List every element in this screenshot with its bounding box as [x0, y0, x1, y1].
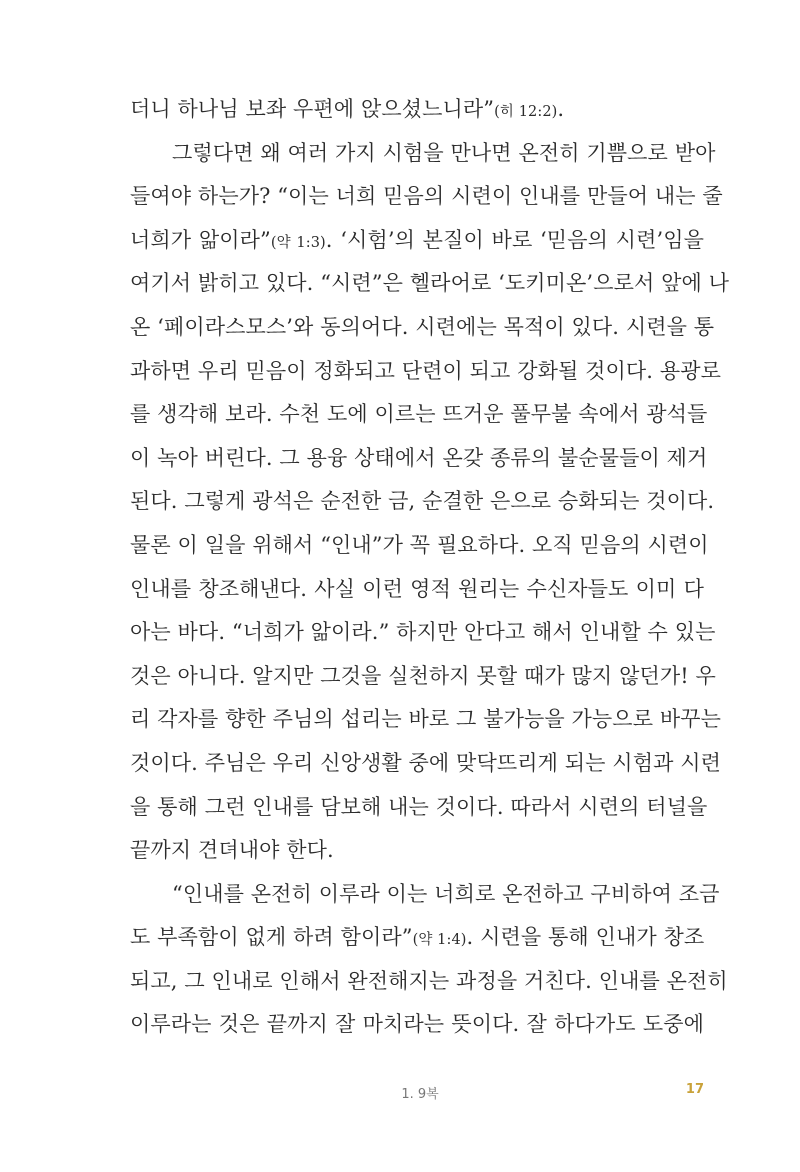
- text-line: [130, 829, 704, 873]
- text-line-main: 끝까지 견뎌내야 한다.: [130, 838, 334, 863]
- text-line-continuation: . ‘시험’의 본질이 바로 ‘믿음의 시련’임을: [325, 227, 704, 252]
- text-line: [130, 742, 722, 786]
- text-line: [130, 480, 715, 524]
- body-text: [130, 88, 730, 1047]
- text-line-main: “인내를 온전히 이루라 이는 너희로 온전하고 구비하여 조금: [172, 881, 720, 906]
- text-line-main: 것은 아니다. 알지만 그것을 실천하지 못할 때가 많지 않던가! 우: [130, 663, 716, 688]
- text-line: [130, 786, 708, 830]
- text-line: [130, 960, 728, 1004]
- text-line: [130, 524, 709, 568]
- text-line: [130, 437, 708, 481]
- text-line: [130, 262, 730, 306]
- text-line: [130, 1003, 704, 1047]
- text-line-main: 물론 이 일을 위해서 “인내”가 꼭 필요하다. 오직 믿음의 시련이: [130, 532, 709, 557]
- text-line: [130, 698, 722, 742]
- text-line: [130, 350, 722, 394]
- text-line: [130, 655, 716, 699]
- text-line-continuation: . 시련을 통해 인내가 창조: [466, 925, 705, 950]
- text-line: [130, 132, 716, 176]
- text-line-main: 도 부족함이 없게 하려 함이라”: [130, 925, 413, 950]
- text-line-main: 된다. 그렇게 광석은 순전한 금, 순결한 은으로 승화되는 것이다.: [130, 489, 715, 514]
- text-line-main: 더니 하나님 보좌 우편에 앉으셨느니라”: [130, 97, 495, 121]
- text-line-main: 를 생각해 보라. 수천 도에 이르는 뜨거운 풀무불 속에서 광석들: [130, 402, 708, 427]
- text-line-main: 너희가 앎이라”: [130, 227, 271, 252]
- scripture-citation: (히 12:2): [494, 104, 558, 120]
- scripture-citation: (약 1:4): [412, 932, 467, 949]
- scripture-citation: (약 1:3): [270, 234, 326, 251]
- text-line: [130, 568, 704, 612]
- text-line-main: 리 각자를 향한 주님의 섭리는 바로 그 불가능을 가능으로 바꾸는: [130, 707, 722, 732]
- page-number: 17: [685, 1082, 704, 1097]
- text-line: [130, 88, 704, 132]
- text-line: [130, 393, 708, 437]
- text-line: [130, 873, 720, 917]
- text-line-main: 인내를 창조해낸다. 사실 이런 영적 원리는 수신자들도 이미 다: [130, 576, 704, 601]
- text-line: [130, 306, 715, 350]
- text-line: [130, 916, 704, 960]
- text-line-main: 이 녹아 버린다. 그 용융 상태에서 온갖 종류의 불순물들이 제거: [130, 445, 708, 470]
- text-line-main: 것이다. 주님은 우리 신앙생활 중에 맞닥뜨리게 되는 시험과 시련: [130, 750, 722, 775]
- text-line-continuation: .: [557, 97, 565, 121]
- text-line-main: 이루라는 것은 끝까지 잘 마치라는 뜻이다. 잘 하다가도 도중에: [130, 1012, 704, 1037]
- text-line: [130, 175, 723, 219]
- text-line-main: 온 ‘페이라스모스’와 동의어다. 시련에는 목적이 있다. 시련을 통: [130, 314, 715, 339]
- text-line-main: 여기서 밝히고 있다. “시련”은 헬라어로 ‘도키미온’으로서 앞에 나: [130, 271, 730, 296]
- text-line-main: 을 통해 그런 인내를 담보해 내는 것이다. 따라서 시련의 터널을: [130, 794, 708, 819]
- text-line: [130, 219, 704, 263]
- text-line-main: 그렇다면 왜 여러 가지 시험을 만나면 온전히 기쁨으로 받아: [172, 140, 716, 165]
- running-footer-section: 1. 9복: [401, 1087, 439, 1102]
- text-line-main: 들여야 하는가? “이는 너희 믿음의 시련이 인내를 만들어 내는 줄: [130, 184, 723, 209]
- text-line: [130, 611, 716, 655]
- text-line-main: 과하면 우리 믿음이 정화되고 단련이 되고 강화될 것이다. 용광로: [130, 358, 722, 383]
- text-line-main: 아는 바다. “너희가 앎이라.” 하지만 안다고 해서 인내할 수 있는: [130, 620, 716, 645]
- text-line-main: 되고, 그 인내로 인해서 완전해지는 과정을 거친다. 인내를 온전히: [130, 968, 728, 993]
